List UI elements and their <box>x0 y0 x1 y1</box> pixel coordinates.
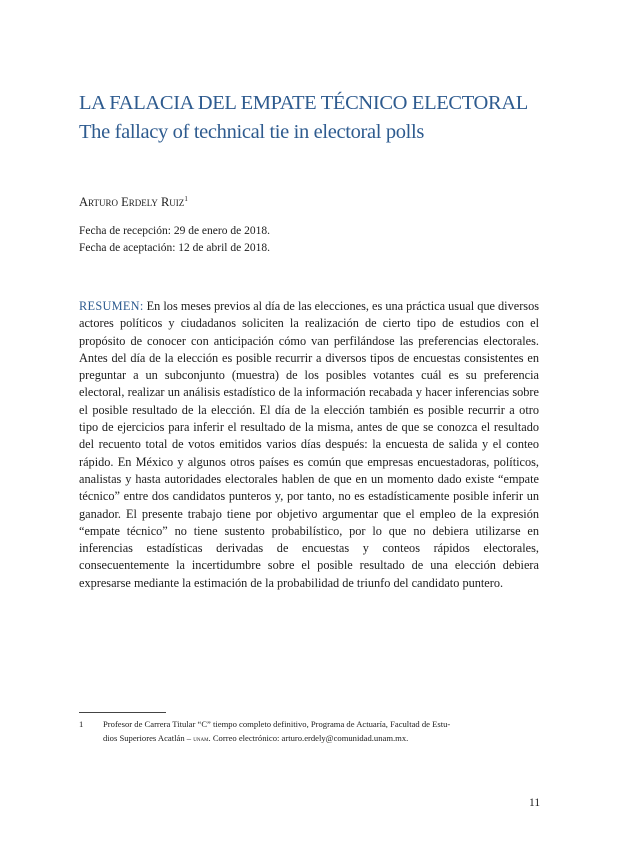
accepted-date: Fecha de aceptación: 12 de abril de 2018. <box>79 242 270 254</box>
dates-block <box>79 223 270 257</box>
title-spanish: LA FALACIA DEL EMPATE TÉCNICO ELECTORAL <box>79 92 528 114</box>
title-english: The fallacy of technical tie in electoral polls <box>79 121 424 143</box>
author-line <box>79 195 188 210</box>
received-date: Fecha de recepción: 29 de enero de 2018. <box>79 225 270 237</box>
abstract-label: RESUMEN: <box>79 299 144 313</box>
footnote-line2 <box>79 732 539 746</box>
abstract <box>79 298 539 592</box>
footnote-number: 1 <box>79 719 84 729</box>
footnote <box>79 718 539 745</box>
author-name: Arturo Erdely Ruiz <box>79 195 185 210</box>
footnote-abbr-unam: unam <box>193 733 209 743</box>
footnote-email-line[interactable]: . Correo electrónico: arturo.erdely@comunidad.unam.mx. <box>208 732 409 743</box>
abstract-text: En los meses previos al día de las elecciones, es una práctica usual que diversos actores políticos y ciudadanos soliciten la realización de cierto tipo de estudios con el propósito de conocer con anticipación cómo van perfilándose las preferencias electorales. Antes del día de la elección es posible recurrir a diversos tipos de encuestas consistentes en preguntar a un subconjunto (muestra) de los posibles votantes cuál es su preferencia electoral, realizar un análisis estadístico de la información recabada y hacer inferencias sobre el posible resultado de la elección. El día de la elección también es posible recurrir a otro tipo de ejercicios para inferir el resultado de la misma, antes de que se conozca el resultado del recuento total de votos emitidos varios días después: la encuesta de salida y el conteo rápido. En México y algunos otros países es común que empresas encuestadoras, políticos, analistas y hasta autoridades electorales hablen de que en un momento dado existe “empate técnico” entre dos candidatos punteros y, por tanto, no es estadísticamente posible inferir un ganador. El presente trabajo tiene por objetivo argumentar que el empleo de la expresión “empate técnico” no tiene sustento probabilístico, por lo que no debiera utilizarse en inferencias estadísticas derivadas de encuestas y conteos rápidos electorales, consecuentemente la incertidumbre sobre el posible resultado de una elección debiera expresarse mediante la estimación de la probabilidad de triunfo del candidato puntero. <box>79 299 540 590</box>
author-footnote-marker[interactable]: 1 <box>184 195 188 203</box>
footnote-rule <box>79 712 166 713</box>
footnote-line2-a: dios Superiores Acatlán – <box>103 732 192 743</box>
footnote-line1: Profesor de Carrera Titular “C” tiempo completo definitivo, Programa de Actuaría, Facultad de Estu- <box>103 719 451 729</box>
page-number: 11 <box>529 797 541 809</box>
